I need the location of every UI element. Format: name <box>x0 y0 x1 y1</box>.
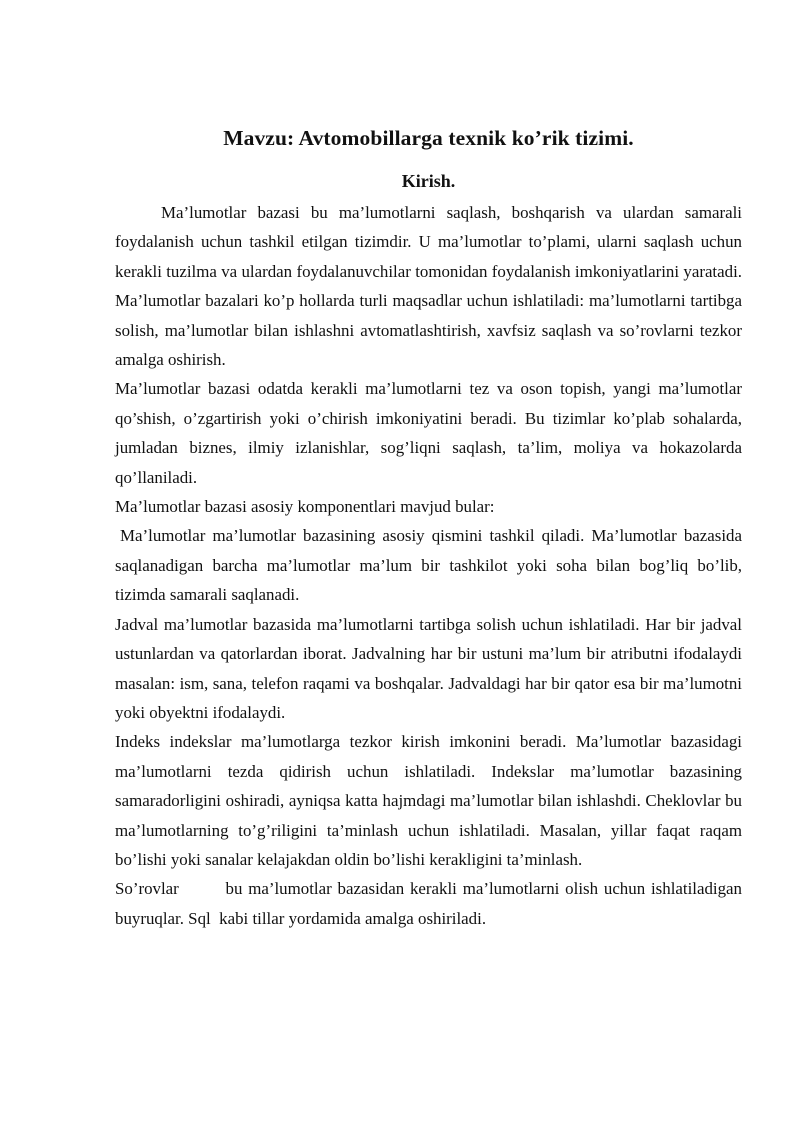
paragraph-queries-component: So’rovlar bu ma’lumotlar bazasidan kerakli ma’lumotlarni olish uchun ishlatiladigan buyruqlar. Sql kabi tillar yordamida amalga oshiriladi. <box>115 879 747 928</box>
paragraph-components-heading: Ma’lumotlar bazasi asosiy komponentlari mavjud bular: <box>115 497 495 517</box>
paragraph-table-component: Jadval ma’lumotlar bazasida ma’lumotlarni tartibga solish uchun ishlatiladi. Har bir jadval ustunlardan va qatorlardan iborat. Jadvalning har bir ustuni ma’lum bir atributni ifodalaydi masalan: ism, sana, telefon raqami va boshqalar. Jadvaldagi har bir qator esa bir ma’lumotni yoki obyektni ifodalaydi. <box>115 614 742 722</box>
paragraph-index-component: Indeks indekslar ma’lumotlarga tezkor kirish imkonini beradi. Ma’lumotlar bazasidagi ma’lumotlarni tezda qidirish uchun ishlatiladi. Indekslar ma’lumotlar bazasining samaradorligini oshiradi, ayniqsa katta hajmdagi ma’lumotlar bilan ishlashdi. Cheklovlar bu ma’lumotlarning to’g’riligini ta’minlash uchun ishlatiladi. Masalan, yillar faqat raqam bo’lishi yoki sanalar kelajakdan oldin bo’lishi kerakligini ta’minlash. <box>115 732 742 869</box>
document-title: Mavzu: Avtomobillarga texnik ko’rik tizimi. <box>223 126 634 150</box>
paragraph-database-capabilities: Ma’lumotlar bazasi odatda kerakli ma’lumotlarni tez va oson topish, yangi ma’lumotlar qo’shish, o’zgartirish yoki o’chirish imkoniyatini beradi. Bu tizimlar ko’plab sohalarda, jumladan biznes, ilmiy izlanishlar, sog’liqni saqlash, ta’lim, moliya va hokazolarda qo’llaniladi. <box>115 379 742 487</box>
paragraph-data-component: Ma’lumotlar ma’lumotlar bazasining asosiy qismini tashkil qiladi. Ma’lumotlar bazasida saqlanadigan barcha ma’lumotlar ma’lum bir tashkilot yoki soha bilan bog’liq bo’lib, tizimda samarali saqlanadi. <box>115 526 742 605</box>
document-page <box>115 118 747 933</box>
paragraph-intro-definition: Ma’lumotlar bazasi bu ma’lumotlarni saqlash, boshqarish va ulardan samarali foydalanish uchun tashkil etilgan tizimdir. U ma’lumotlar to’plami, ularni saqlash uchun kerakli tuzilma va ulardan foydalanuvchilar tomonidan foydalanish imkoniyatlarini yaratadi. Ma’lumotlar bazalari ko’p hollarda turli maqsadlar uchun ishlatiladi: ma’lumotlarni tartibga solish, ma’lumotlar bilan ishlashni avtomatlashtirish, xavfsiz saqlash va so’rovlarni tezkor amalga oshirish. <box>115 203 742 370</box>
section-heading-intro: Kirish. <box>401 171 456 191</box>
